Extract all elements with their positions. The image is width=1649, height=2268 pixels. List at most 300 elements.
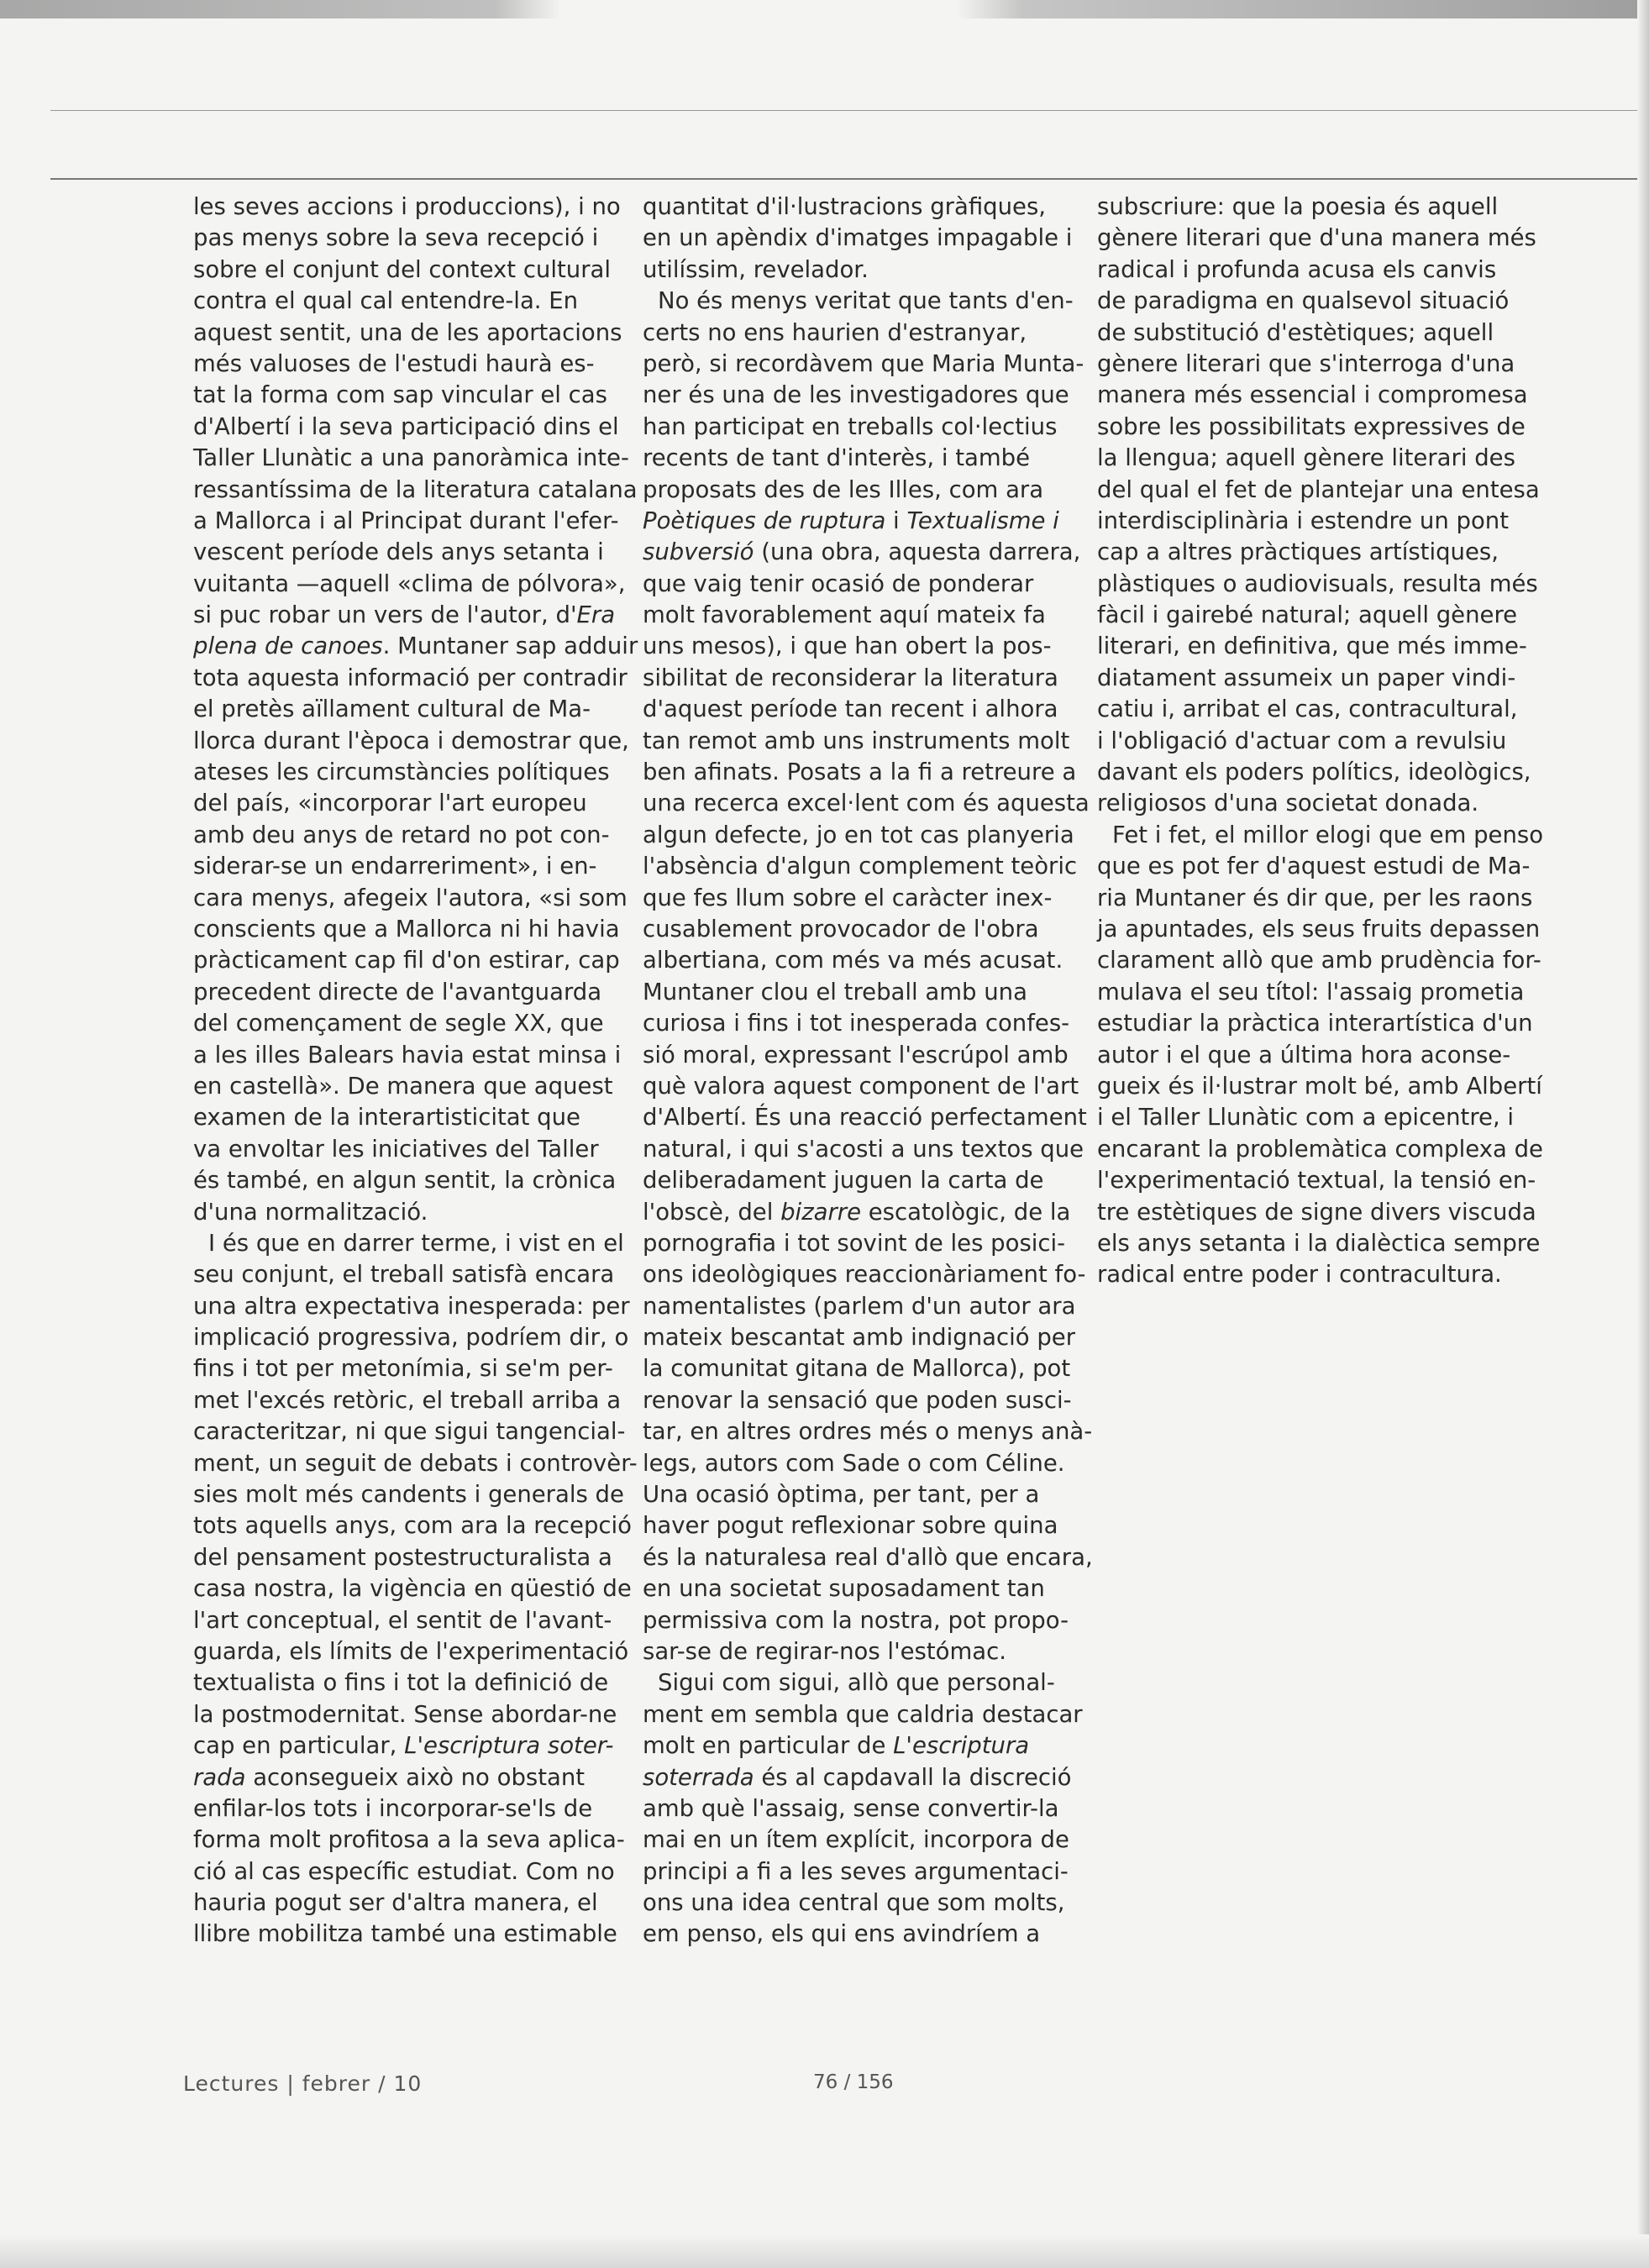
scan-top-shadow [0,0,1649,18]
text-run: siderar-se un endarreriment», i en- [193,853,597,880]
text-line [643,1824,1069,1856]
text-line [1097,1008,1533,1039]
text-line [643,1856,1069,1887]
text-line [193,851,613,882]
text-line [193,1228,624,1259]
text-line [1097,1071,1542,1102]
text-run: a Mallorca i al Principat durant l'efer- [193,507,619,534]
text-line [1097,506,1517,537]
text-line [643,1636,1063,1667]
text-run: és al capdavall la discreció [754,1763,1072,1791]
text-line [643,1071,1079,1102]
text-run: tat la forma com sap vincular el cas [193,381,607,409]
text-line [643,1887,1063,1919]
text-run: literari, en definitiva, que més imme- [1097,633,1527,660]
text-run: proposats des de les Illes, com ara [643,475,1044,503]
text-run: Fet i fet, el millor elogi que em penso [1112,821,1544,848]
text-line [643,223,1073,254]
text-line [643,1667,1063,1698]
text-line [643,1762,1072,1793]
text-run: l'experimentació textual, la tensió en- [1097,1167,1536,1194]
header-rule-top [50,110,1649,111]
text-line [1097,443,1517,474]
text-line [643,1008,1070,1039]
text-line [1097,1102,1517,1133]
scan-bottom-edge [0,2234,1649,2268]
text-line [1097,883,1533,914]
text-run: que es pot fer d'aquest estudi de Ma- [1097,853,1531,880]
text-run: haver pogut reflexionar sobre quina [643,1512,1058,1540]
text-run: tre estètiques de signe divers viscuda [1097,1198,1536,1226]
text-line [193,757,613,788]
text-run: ons una idea central que som molts, [643,1889,1065,1917]
text-run: sobre les possibilitats expressives de [1097,412,1526,440]
text-line [643,1919,1063,1950]
text-line [643,1730,1063,1761]
text-line [1097,286,1517,317]
text-line [643,318,1063,349]
text-line [1097,726,1517,757]
text-run: sió moral, expressant l'escrúpol amb [643,1041,1069,1068]
text-line [193,1856,613,1887]
text-run: molt en particular de [643,1732,894,1760]
text-run: gueix és il·lustrar molt bé, amb Albertí [1097,1072,1542,1100]
text-run: aquest sentit, una de les aportacions [193,318,622,346]
text-run: Muntaner clou el treball amb una [643,978,1027,1005]
text-line [193,1699,617,1730]
text-line [193,1510,632,1541]
text-run: cara menys, afegeix l'autora, «si som [193,884,628,911]
text-run: I és que en darrer terme, i vist en el [208,1229,624,1257]
text-line [1097,820,1544,851]
text-line [643,1510,1063,1541]
text-line [193,1667,613,1698]
text-line [643,537,1081,568]
text-run: encarant la problemàtica complexa de [1097,1135,1543,1163]
text-run: les seves accions i produccions), i no [193,193,621,220]
text-line [193,1919,617,1950]
text-line [193,694,613,725]
text-line [1097,694,1517,725]
text-run: Taller Llunàtic a una panoràmica inte- [193,444,629,472]
text-line [1097,1040,1517,1071]
text-run: clarament allò que amb prudència for- [1097,947,1541,974]
text-run: molt favorablement aquí mateix fa [643,601,1046,629]
text-line [643,380,1069,411]
text-line [643,443,1063,474]
text-run: hauria pogut ser d'altra manera, el [193,1889,598,1917]
text-run: ment em sembla que caldria destacar [643,1700,1083,1728]
text-line [193,1385,622,1416]
text-run: és també, en algun sentit, la crònica [193,1167,617,1194]
text-run: llibre mobilitza també una estimable [193,1920,617,1948]
text-line [643,914,1063,945]
text-run: subscriure: que la poesia és aquell [1097,193,1499,220]
text-line [643,726,1070,757]
text-run: va envoltar les iniciatives del Taller [193,1135,599,1163]
text-line [643,349,1084,380]
text-run: mateix bescantat amb indignació per [643,1324,1076,1352]
text-run: la comunitat gitana de Mallorca), pot [643,1355,1071,1383]
text-run: ment, un seguit de debats i controvèr- [193,1449,638,1477]
text-line [643,1322,1076,1353]
text-line [193,1197,613,1228]
italic-text: soterrada [643,1763,754,1791]
text-line [643,1479,1063,1510]
text-line [643,851,1078,882]
text-run: casa nostra, la vigència en qüestió de [193,1575,632,1603]
text-run: escatològic, de la [861,1198,1071,1226]
text-column-1 [193,192,638,1950]
text-run: uns mesos), i que han obert la pos- [643,633,1052,660]
text-line [1097,914,1541,945]
text-line [193,1322,629,1353]
text-run: principi a fi a les seves argumentaci- [643,1857,1069,1885]
scan-right-edge [1637,0,1649,2268]
text-line [193,600,616,631]
text-run: pas menys sobre la seva recepció i [193,224,599,252]
text-run: però, si recordàvem que Maria Munta- [643,349,1084,377]
text-run: guarda, els límits de l'experimentació [193,1637,629,1665]
text-line [193,1636,629,1667]
italic-text: bizarre [780,1198,862,1226]
text-line [643,1197,1071,1228]
text-line [1097,1165,1536,1196]
text-line [193,945,620,976]
text-line [643,820,1074,851]
text-run: de substitució d'estètiques; aquell [1097,318,1494,346]
text-line [193,1479,624,1510]
text-run: amb què l'assaig, sense convertir-la [643,1794,1059,1822]
text-run: ció al cas específic estudiat. Com no [193,1857,615,1885]
text-run: radical entre poder i contracultura. [1097,1261,1502,1289]
text-run: què valora aquest component de l'art [643,1072,1079,1100]
text-run: cusablement provocador de l'obra [643,915,1039,942]
text-run: la postmodernitat. Sense abordar-ne [193,1700,617,1728]
text-run: examen de la interartisticitat que [193,1104,580,1131]
text-run: l'absència d'algun complement teòric [643,853,1078,880]
text-line [193,192,621,223]
text-line [643,1573,1063,1604]
text-run: i l'obligació d'actuar com a revulsiu [1097,727,1507,754]
text-run: aconsegueix això no obstant [245,1763,586,1791]
text-run: fins i tot per metonímia, si se'm per- [193,1355,613,1383]
text-run: sies molt més candents i generals de [193,1481,624,1509]
text-run: i [885,507,907,534]
text-line [1097,380,1528,411]
text-run: namentalistes (parlem d'un autor ara [643,1292,1076,1320]
text-run: sobre el conjunt del context cultural [193,255,612,283]
text-run: d'Albertí i la seva participació dins el [193,412,619,440]
text-run: enfilar-los tots i incorporar-se'ls de [193,1794,593,1822]
text-run: caracteritzar, ni que sigui tangencial- [193,1418,626,1446]
text-line [643,1040,1069,1071]
text-line [1097,192,1517,223]
text-line [1097,318,1517,349]
text-line [193,1008,613,1039]
text-run: precedent directe de l'avantguarda [193,978,602,1005]
text-line [1097,349,1517,380]
text-run: forma molt profitosa a la seva aplica- [193,1826,625,1854]
text-run: ja apuntades, els seus fruits depassen [1097,915,1541,942]
text-line [193,286,613,317]
text-line [193,1040,622,1071]
text-run: mulava el seu títol: l'assaig prometia [1097,978,1525,1005]
text-line [193,1573,632,1604]
text-run: una altra expectativa inesperada: per [193,1292,630,1320]
footer-magazine-label: Lectures | febrer / 10 [183,2071,423,2096]
text-line [643,1542,1093,1573]
text-line [643,631,1063,662]
text-run: la llengua; aquell gènere literari des [1097,444,1515,472]
text-run: em penso, els qui ens avindríem a [643,1920,1041,1948]
text-line [193,1448,638,1479]
text-column-2 [643,192,1093,1950]
text-run: certs no ens haurien d'estranyar, [643,318,1027,346]
text-line [1097,631,1527,662]
text-line [643,977,1063,1008]
text-line [193,726,629,757]
text-line [193,1762,613,1793]
text-line [1097,663,1517,694]
text-run: textualista o fins i tot la definició de [193,1669,609,1697]
text-run: a les illes Balears havia estat minsa i [193,1041,622,1068]
text-run: deliberadament juguen la carta de [643,1167,1044,1194]
text-run: Una ocasió òptima, per tant, per a [643,1481,1040,1509]
text-line [193,1605,613,1636]
text-line [643,475,1063,506]
text-line [643,694,1063,725]
text-line [1097,255,1517,286]
text-run: més valuoses de l'estudi haurà es- [193,349,595,377]
text-line [193,1416,626,1447]
header-rule [50,178,1649,180]
text-line [643,1165,1063,1196]
text-run: met l'excés retòric, el treball arriba a [193,1386,622,1414]
text-run: en una societat suposadament tan [643,1575,1045,1603]
text-line [1097,223,1536,254]
text-line [1097,537,1517,568]
text-line [643,1416,1093,1447]
text-run: davant els poders polítics, ideològics, [1097,759,1531,786]
text-run: ons ideològiques reaccionàriament fo- [643,1261,1086,1289]
italic-text: L'escriptura [893,1732,1030,1760]
text-run: del qual el fet de plantejar una entesa [1097,475,1540,503]
text-line [643,1385,1072,1416]
text-run: tota aquesta informació per contradir [193,664,628,691]
text-line [193,663,628,694]
text-run: curiosa i fins i tot inesperada confes- [643,1010,1070,1037]
text-run: que vaig tenir ocasió de ponderar [643,570,1034,597]
text-run: ria Muntaner és dir que, per les raons [1097,884,1533,911]
text-run: religiosos d'una societat donada. [1097,790,1479,817]
text-run: llorca durant l'època i demostrar que, [193,727,629,754]
text-column-3 [1097,192,1544,1291]
italic-text: Poètiques de ruptura [643,507,886,534]
text-run: cap a altres pràctiques artístiques, [1097,538,1499,566]
text-line [193,1793,613,1824]
text-run: implicació progressiva, podríem dir, o [193,1324,629,1352]
text-run: d'una normalització. [193,1198,428,1226]
text-line [193,223,613,254]
text-run: de paradigma en qualsevol situació [1097,287,1510,315]
text-line [193,1887,613,1919]
text-line [1097,1259,1517,1290]
text-line [1097,1228,1541,1259]
text-run: tar, en altres ordres més o menys anà- [643,1418,1093,1446]
text-line [193,255,613,286]
text-line [193,1542,613,1573]
text-run: una recerca excel·lent com és aquesta [643,790,1090,817]
text-run: d'aquest període tan recent i alhora [643,696,1058,723]
text-run: seu conjunt, el treball satisfà encara [193,1261,615,1289]
italic-text: Textualisme i [906,507,1059,534]
text-line [193,1071,613,1102]
text-run: natural, i qui s'acosti a uns textos que [643,1135,1084,1163]
text-run: si puc robar un vers de l'autor, d' [193,601,577,629]
text-line [193,1259,613,1290]
text-line [643,1102,1087,1133]
text-line [643,883,1063,914]
text-run: estudiar la pràctica interartística d'un [1097,1010,1533,1037]
text-run: del país, «incorporar l'art europeu [193,790,587,817]
text-run: pornografia i tot sovint de les posici- [643,1229,1066,1257]
text-run: autor i el que a última hora aconse- [1097,1041,1511,1068]
text-line [643,1291,1076,1322]
text-run: els anys setanta i la dialèctica sempre [1097,1229,1541,1257]
italic-text: rada [193,1763,246,1791]
text-run: vuitanta —aquell «clima de pólvora», [193,570,626,597]
text-run: plàstiques o audiovisuals, resulta més [1097,570,1538,597]
text-line [643,569,1063,600]
text-run: en un apèndix d'imatges impagable i [643,224,1073,252]
text-line [643,1134,1084,1165]
text-line [643,1353,1071,1384]
text-line [643,1259,1086,1290]
text-run: manera més essencial i compromesa [1097,381,1528,409]
text-run: (una obra, aquesta darrera, [754,538,1081,566]
text-line [643,788,1090,819]
text-line [643,506,1063,537]
text-run: l'art conceptual, el sentit de l'avant- [193,1606,612,1634]
text-run: mai en un ítem explícit, incorpora de [643,1826,1069,1854]
text-run: del començament de segle XX, que [193,1010,604,1037]
text-line [643,757,1077,788]
italic-text: subversió [643,538,754,566]
text-line [643,286,1074,317]
text-run: el pretès aïllament cultural de Ma- [193,696,591,723]
text-line [643,1699,1083,1730]
text-run: ben afinats. Posats a la fi a retreure a [643,759,1077,786]
text-line [193,1730,613,1761]
text-run: fàcil i gairebé natural; aquell gènere [1097,601,1518,629]
text-run: ateses les circumstàncies polítiques [193,759,610,786]
text-line [193,977,613,1008]
text-run: han participat en treballs col·lectius [643,412,1058,440]
italic-text: plena de canoes [193,633,383,660]
text-run: l'obscè, del [643,1198,781,1226]
text-line [193,569,626,600]
text-line [193,537,613,568]
text-run: d'Albertí. És una reacció perfectament [643,1104,1087,1131]
text-run: utilíssim, revelador. [643,255,869,283]
text-line [1097,851,1531,882]
text-run: permissiva com la nostra, pot propo- [643,1606,1069,1634]
text-run: és la naturalesa real d'allò que encara, [643,1543,1093,1571]
text-run: catiu i, arribat el cas, contracultural, [1097,696,1518,723]
text-line [1097,757,1531,788]
text-line [193,506,619,537]
text-run: vescent període dels anys setanta i [193,538,604,566]
text-run: . Muntaner sap adduir [382,633,638,660]
text-line [193,820,613,851]
italic-text: Era [576,601,616,629]
text-run: gènere literari que s'interroga d'una [1097,349,1515,377]
text-run: Sigui com sigui, allò que personal- [658,1669,1055,1697]
footer-page-number: 76 / 156 [813,2071,894,2093]
text-line [193,318,622,349]
text-line [193,788,613,819]
text-line [193,443,629,474]
text-line [643,663,1063,694]
text-line [193,1102,613,1133]
text-line [193,1824,625,1856]
text-line [193,1134,613,1165]
text-line [1097,1197,1536,1228]
text-line [193,1165,617,1196]
text-line [1097,569,1538,600]
text-line [1097,977,1525,1008]
text-run: i el Taller Llunàtic com a epicentre, i [1097,1104,1515,1131]
text-line [643,945,1063,976]
text-line [1097,945,1541,976]
text-line [193,475,638,506]
text-run: quantitat d'il·lustracions gràfiques, [643,193,1047,220]
text-line [643,1228,1066,1259]
text-run: diatament assumeix un paper vindi- [1097,664,1516,691]
text-run: recents de tant d'interès, i també [643,444,1031,472]
text-run: del pensament postestructuralista a [193,1543,612,1571]
text-line [193,883,628,914]
italic-text: L'escriptura soter- [404,1732,614,1760]
text-run: sibilitat de reconsiderar la literatura [643,664,1058,691]
text-run: renovar la sensació que poden susci- [643,1386,1072,1414]
text-line [643,1605,1069,1636]
text-run: ressantíssima de la literatura catalana [193,475,638,503]
text-line [1097,412,1526,443]
text-run: algun defecte, jo en tot cas planyeria [643,821,1074,848]
text-line [643,255,1063,286]
text-line [643,412,1063,443]
text-run: legs, autors com Sade o com Céline. [643,1449,1065,1477]
text-line [1097,1134,1543,1165]
text-run: radical i profunda acusa els canvis [1097,255,1497,283]
text-line [643,192,1063,223]
text-run: contra el qual cal entendre-la. En [193,287,579,315]
text-line [193,1291,630,1322]
text-run: sar-se de regirar-nos l'estómac. [643,1637,1006,1665]
text-line [193,349,613,380]
text-run: albertiana, com més va més acusat. [643,947,1063,974]
text-run: No és menys veritat que tants d'en- [658,287,1074,315]
text-line [643,600,1063,631]
text-line [193,914,620,945]
text-line [1097,600,1517,631]
text-run: tan remot amb uns instruments molt [643,727,1070,754]
text-run: en castellà». De manera que aquest [193,1072,613,1100]
text-run: conscients que a Mallorca ni hi havia [193,915,620,942]
text-run: pràcticament cap fil d'on estirar, cap [193,947,620,974]
